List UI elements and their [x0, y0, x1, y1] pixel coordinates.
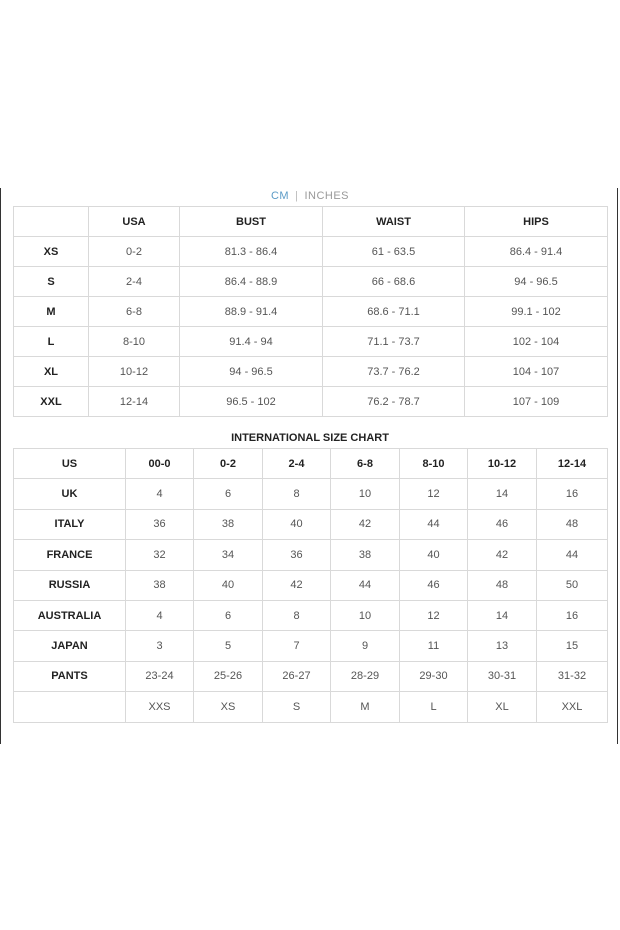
intl-table-cell: 42 [331, 509, 400, 539]
intl-table-cell: XXL [537, 692, 608, 722]
intl-table-cell: 42 [263, 570, 331, 600]
intl-header-cell: 8-10 [400, 449, 468, 479]
intl-header-cell: 0-2 [194, 449, 263, 479]
size-header-cell: USA [89, 207, 180, 237]
intl-table-cell: 8 [263, 479, 331, 509]
size-row-label: L [14, 327, 89, 357]
intl-table-cell: 32 [126, 540, 194, 570]
size-header-cell: WAIST [323, 207, 465, 237]
intl-row-label: UK [14, 479, 126, 509]
intl-table-cell: 25-26 [194, 661, 263, 691]
intl-table-row [14, 570, 608, 600]
intl-table-cell: 46 [468, 509, 537, 539]
intl-row-label: PANTS [14, 661, 126, 691]
intl-table-cell: 16 [537, 600, 608, 630]
intl-table-cell: XS [194, 692, 263, 722]
size-row-label: M [14, 297, 89, 327]
intl-table-cell: 30-31 [468, 661, 537, 691]
intl-table-cell: 48 [537, 509, 608, 539]
international-size-chart-title: INTERNATIONAL SIZE CHART [231, 432, 389, 444]
intl-row-label: ITALY [14, 509, 126, 539]
size-table-cell: 104 - 107 [465, 357, 608, 387]
intl-table-cell: 16 [537, 479, 608, 509]
intl-table-cell: 23-24 [126, 661, 194, 691]
intl-row-label [14, 692, 126, 722]
intl-table-cell: 7 [263, 631, 331, 661]
size-table-row [14, 297, 608, 327]
intl-header-cell: 12-14 [537, 449, 608, 479]
intl-table-row [14, 631, 608, 661]
intl-table-cell: 10 [331, 479, 400, 509]
intl-table-cell: 8 [263, 600, 331, 630]
intl-table-cell: 12 [400, 600, 468, 630]
intl-table-cell: 50 [537, 570, 608, 600]
size-table-row [14, 357, 608, 387]
size-table-row [14, 237, 608, 267]
size-table-cell: 6-8 [89, 297, 180, 327]
intl-table-cell: 10 [331, 600, 400, 630]
intl-header-cell: 10-12 [468, 449, 537, 479]
size-table-cell: 94 - 96.5 [180, 357, 323, 387]
size-table-cell: 86.4 - 88.9 [180, 267, 323, 297]
size-table-cell: 0-2 [89, 237, 180, 267]
size-table-cell: 2-4 [89, 267, 180, 297]
intl-table-cell: 29-30 [400, 661, 468, 691]
intl-header-cell: US [14, 449, 126, 479]
size-row-label: XS [14, 237, 89, 267]
intl-table-cell: L [400, 692, 468, 722]
size-table-cell: 91.4 - 94 [180, 327, 323, 357]
size-table-cell: 68.6 - 71.1 [323, 297, 465, 327]
size-table-cell: 76.2 - 78.7 [323, 387, 465, 417]
size-table-cell: 73.7 - 76.2 [323, 357, 465, 387]
intl-row-label: JAPAN [14, 631, 126, 661]
size-row-label: XL [14, 357, 89, 387]
intl-table-cell: 46 [400, 570, 468, 600]
intl-table-cell: 31-32 [537, 661, 608, 691]
intl-table-cell: 13 [468, 631, 537, 661]
intl-table-row [14, 509, 608, 539]
intl-table-cell: 11 [400, 631, 468, 661]
size-table-cell: 12-14 [89, 387, 180, 417]
size-table-cell: 81.3 - 86.4 [180, 237, 323, 267]
size-table-cell: 94 - 96.5 [465, 267, 608, 297]
intl-table-row [14, 540, 608, 570]
intl-table-row [14, 692, 608, 722]
intl-row-label: AUSTRALIA [14, 600, 126, 630]
international-size-table [13, 448, 608, 723]
intl-header-cell: 6-8 [331, 449, 400, 479]
intl-header-row [14, 449, 608, 479]
intl-table-cell: 9 [331, 631, 400, 661]
intl-table-cell: 26-27 [263, 661, 331, 691]
intl-table-cell: XL [468, 692, 537, 722]
intl-table-cell: 40 [263, 509, 331, 539]
intl-table-cell: 5 [194, 631, 263, 661]
intl-table-cell: 4 [126, 600, 194, 630]
size-table-row [14, 267, 608, 297]
size-header-cell: BUST [180, 207, 323, 237]
size-table-cell: 8-10 [89, 327, 180, 357]
intl-table-cell: 14 [468, 600, 537, 630]
intl-header-cell: 00-0 [126, 449, 194, 479]
size-table-cell: 86.4 - 91.4 [465, 237, 608, 267]
intl-table-row [14, 479, 608, 509]
intl-table-cell: XXS [126, 692, 194, 722]
intl-table-row [14, 661, 608, 691]
intl-table-cell: M [331, 692, 400, 722]
size-table-cell: 88.9 - 91.4 [180, 297, 323, 327]
size-row-label: XXL [14, 387, 89, 417]
size-header-cell [14, 207, 89, 237]
intl-table-cell: 6 [194, 600, 263, 630]
size-table-cell: 61 - 63.5 [323, 237, 465, 267]
unit-toggle [0, 190, 620, 202]
size-table-row [14, 327, 608, 357]
intl-table-cell: 28-29 [331, 661, 400, 691]
intl-table-cell: 44 [331, 570, 400, 600]
intl-header-cell: 2-4 [263, 449, 331, 479]
intl-row-label: FRANCE [14, 540, 126, 570]
intl-table-cell: 14 [468, 479, 537, 509]
intl-table-cell: 40 [194, 570, 263, 600]
intl-table-cell: 42 [468, 540, 537, 570]
intl-table-row [14, 600, 608, 630]
intl-table-cell: 38 [194, 509, 263, 539]
intl-table-cell: 12 [400, 479, 468, 509]
size-table-cell: 99.1 - 102 [465, 297, 608, 327]
intl-table-cell: 38 [126, 570, 194, 600]
intl-table-cell: 40 [400, 540, 468, 570]
intl-table-cell: S [263, 692, 331, 722]
intl-table-cell: 15 [537, 631, 608, 661]
intl-table-cell: 6 [194, 479, 263, 509]
size-table-row [14, 387, 608, 417]
size-table-cell: 10-12 [89, 357, 180, 387]
intl-table-cell: 34 [194, 540, 263, 570]
cm-toggle[interactable]: CM [270, 190, 290, 202]
size-table-cell: 71.1 - 73.7 [323, 327, 465, 357]
intl-table-cell: 38 [331, 540, 400, 570]
inches-toggle[interactable]: INCHES [304, 190, 350, 202]
intl-table-cell: 4 [126, 479, 194, 509]
size-chart-table [13, 206, 608, 417]
intl-table-cell: 36 [126, 509, 194, 539]
size-table-cell: 102 - 104 [465, 327, 608, 357]
size-header-row [14, 207, 608, 237]
size-header-cell: HIPS [465, 207, 608, 237]
intl-row-label: RUSSIA [14, 570, 126, 600]
size-table-cell: 107 - 109 [465, 387, 608, 417]
intl-table-cell: 36 [263, 540, 331, 570]
size-table-cell: 66 - 68.6 [323, 267, 465, 297]
size-table-cell: 96.5 - 102 [180, 387, 323, 417]
size-row-label: S [14, 267, 89, 297]
intl-table-cell: 48 [468, 570, 537, 600]
intl-table-cell: 44 [400, 509, 468, 539]
toggle-separator: | [295, 190, 299, 202]
intl-table-cell: 3 [126, 631, 194, 661]
intl-table-cell: 44 [537, 540, 608, 570]
